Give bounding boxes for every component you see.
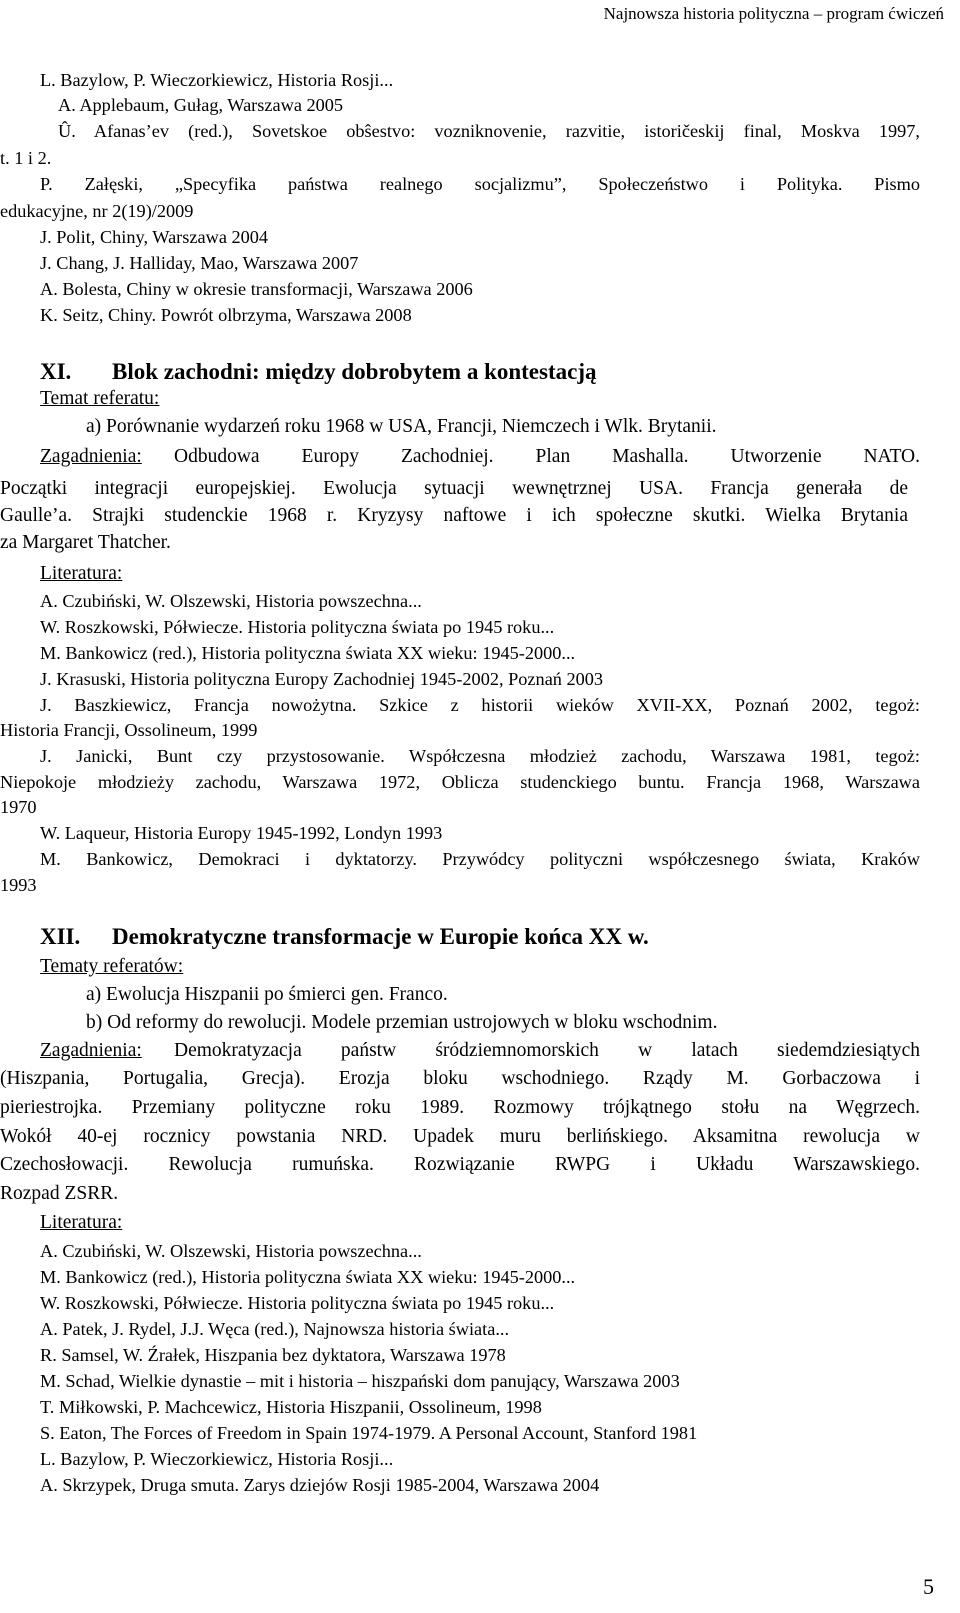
literature-entry-seg: M. Bankowicz, xyxy=(40,849,199,869)
literature-entry-seg: Druga smuta. Zarys dziejów Rosji 1985-2004 xyxy=(140,1475,475,1495)
literature-entry xyxy=(40,1293,554,1314)
literature-entry-seg: , Kraków xyxy=(831,849,920,869)
literature-entry-seg: Bunt czy przystosowanie. Współczesna młodzież zachodu xyxy=(156,746,683,766)
literature-entry-seg: A. Czubiński, W. Olszewski, xyxy=(40,591,256,611)
literature-entry xyxy=(40,643,575,664)
section-number: XI. xyxy=(40,359,72,384)
bibliography-entry-seg: , nr 2(19)/2009 xyxy=(83,201,194,221)
bibliography-entry-seg: , Warszawa 2005 xyxy=(218,95,344,115)
literature-label: Literatura: xyxy=(40,563,123,584)
issues-text xyxy=(0,1126,920,1148)
literature-entry xyxy=(0,772,920,793)
bibliography-entry-seg: K. Seitz, xyxy=(40,305,109,325)
issues-label: Zagadnienia: xyxy=(40,446,142,467)
bibliography-entry-seg: , Warszawa 2008 xyxy=(287,305,412,325)
issues-label: Zagadnienia: xyxy=(40,1040,142,1061)
bibliography-entry-seg: J. Polit, xyxy=(40,227,100,247)
literature-entry-seg: A. Skrzypek, xyxy=(40,1475,141,1495)
literature-entry-seg: , Warszawa 2004 xyxy=(474,1475,600,1495)
bibliography-entry xyxy=(58,95,343,116)
bibliography-entry-seg: Chiny xyxy=(99,227,144,247)
literature-entry-seg: T. Miłkowski, P. Machcewicz, xyxy=(40,1397,267,1417)
literature-entry-seg: , Ossolineum, 1998 xyxy=(399,1397,542,1417)
literature-entry-seg: Najnowsza historia świata... xyxy=(303,1319,510,1339)
literature-entry-seg: W. Roszkowski, xyxy=(40,617,164,637)
topic-item: a) Ewolucja Hiszpanii po śmierci gen. Franco. xyxy=(86,984,448,1005)
literature-entry xyxy=(40,1397,542,1418)
bibliography-entry-seg: A. Bolesta, xyxy=(40,279,127,299)
bibliography-entry-seg: Mao xyxy=(200,253,234,273)
literature-entry xyxy=(40,746,920,767)
issues-text-seg: Wokół 40-ej rocznicy powstania NRD. Upadek muru berlińskiego. Aksamitna rewolucja w xyxy=(0,1126,920,1147)
literature-entry-seg: A. Patek, J. Rydel, J.J. Węca (red.), xyxy=(40,1319,304,1339)
literature-entry-seg: Historia powszechna... xyxy=(255,1241,422,1261)
literature-entry-seg: Historia Rosji... xyxy=(277,1449,394,1469)
literature-entry xyxy=(0,797,37,818)
issues-text-seg: Czechosłowacji. Rewolucja rumuńska. Rozwiązanie RWPG i Układu Warszawskiego. xyxy=(0,1154,920,1175)
literature-entry-seg: Historia Europy 1945-1992 xyxy=(134,823,336,843)
issues-text-seg: pieriestrojka xyxy=(0,1097,98,1118)
bibliography-entry xyxy=(0,148,51,169)
literature-entry xyxy=(40,1319,509,1340)
literature-entry-seg: S. Eaton, xyxy=(40,1423,111,1443)
topic-label: Temat referatu: xyxy=(40,388,160,409)
section-title: Blok zachodni: między dobrobytem a kontestacją xyxy=(112,359,597,384)
bibliography-entry-seg: Sovetskoe obŝestvo: vozniknovenie, razvitie, istoričeskij final xyxy=(251,121,778,141)
issues-text-seg: . Przemiany polityczne roku 1989. Rozmowy trójkątnego stołu na Węgrzech. xyxy=(97,1097,920,1118)
literature-entry-seg: Historia powszechna... xyxy=(255,591,422,611)
bibliography-entry-seg: t. 1 i 2. xyxy=(0,148,52,168)
page-number: 5 xyxy=(923,1574,934,1599)
bibliography-entry-seg: L. Bazylow, P. Wieczorkiewicz, xyxy=(40,70,278,90)
literature-entry-seg: M. Schad, xyxy=(40,1371,119,1391)
issues-text xyxy=(0,1097,920,1119)
bibliography-entry-seg: Historia Rosji... xyxy=(277,70,394,90)
bibliography-entry-seg: Gułag xyxy=(173,95,219,115)
section-number: XII. xyxy=(40,924,81,949)
issues-text-seg: Demokratyzacja państw śródziemnomorskich w latach siedemdziesiątych xyxy=(174,1040,920,1061)
literature-entry-seg: Historia Francji xyxy=(0,720,116,740)
literature-entry xyxy=(40,823,442,844)
literature-entry-seg: Historia polityczna świata XX wieku: 1945-2000... xyxy=(201,1267,576,1287)
literature-entry-seg: Historia Hiszpanii xyxy=(266,1397,400,1417)
literature-entry-seg: Półwiecze. Historia polityczna świata po 1945 roku... xyxy=(163,1293,555,1313)
literature-entry-seg: Półwiecze. Historia polityczna świata po 1945 roku... xyxy=(163,617,555,637)
literature-entry xyxy=(40,1345,506,1366)
literature-entry-seg: W. Laqueur, xyxy=(40,823,135,843)
bibliography-entry xyxy=(40,70,393,91)
literature-entry-seg: Niepokoje młodzieży zachodu xyxy=(0,772,257,792)
literature-entry xyxy=(0,875,37,896)
issues-text: Gaulle’a. Strajki studenckie 1968 r. Kryzysy naftowe i ich społeczne skutki. Wielka Brytania xyxy=(0,505,908,526)
literature-entry-seg: , Poznań 2002, tegoż: xyxy=(707,695,920,715)
section-title: Demokratyczne transformacje w Europie końca XX w. xyxy=(112,924,649,949)
literature-entry-seg: , Stanford 1981 xyxy=(583,1423,698,1443)
literature-entry-seg: , Warszawa 1978 xyxy=(381,1345,506,1365)
bibliography-entry-seg: Chiny. Powrót olbrzyma xyxy=(108,305,288,325)
issues-text: za Margaret Thatcher. xyxy=(0,532,171,553)
literature-entry-seg: W. Roszkowski, xyxy=(40,1293,164,1313)
literature-entry xyxy=(40,1449,393,1470)
issues-text xyxy=(0,1183,118,1205)
section-heading xyxy=(40,924,649,950)
literature-entry-seg: J. Janicki, xyxy=(40,746,157,766)
issues-text: Początki integracji europejskiej. Ewolucja sytuacji wewnętrznej USA. Francja generała de xyxy=(0,478,908,499)
literature-label: Literatura: xyxy=(40,1212,123,1233)
bibliography-entry xyxy=(0,201,193,222)
bibliography-entry-seg: J. Chang, J. Halliday, xyxy=(40,253,201,273)
literature-entry-seg: Francja nowożytna. Szkice z historii wieków XVII-XX xyxy=(194,695,708,715)
literature-entry-seg: , Poznań 2003 xyxy=(498,669,604,689)
bibliography-entry xyxy=(40,305,412,326)
bibliography-entry-seg: , Warszawa 2004 xyxy=(143,227,269,247)
literature-entry-seg: Oblicza studenckiego buntu. Francja 1968 xyxy=(441,772,820,792)
issues-text xyxy=(0,1068,920,1090)
literature-entry-seg: 1993 xyxy=(0,875,37,895)
issues-text-seg: (Hiszpania, Portugalia, Grecja). Erozja bloku wschodniego. Rządy M. Gorbaczowa i xyxy=(0,1068,920,1089)
literature-entry xyxy=(40,591,422,612)
literature-entry xyxy=(40,1371,680,1392)
bibliography-entry-seg: Û. Afanas’ev (red.), xyxy=(58,121,252,141)
issues-text-seg: Rozpad ZSRR. xyxy=(0,1183,119,1204)
literature-entry-seg: , Warszawa xyxy=(819,772,920,792)
bibliography-entry xyxy=(40,174,920,195)
literature-entry-seg: , Warszawa 1972, xyxy=(256,772,442,792)
literature-entry-seg: L. Bazylow, P. Wieczorkiewicz, xyxy=(40,1449,278,1469)
topic-item: b) Od reformy do rewolucji. Modele przemian ustrojowych w bloku wschodnim. xyxy=(86,1012,718,1033)
bibliography-entry xyxy=(58,121,920,142)
literature-entry-seg: Historia polityczna świata XX wieku: 1945-2000... xyxy=(201,643,576,663)
literature-entry-seg: The Forces of Freedom in Spain 1974-1979. A Personal Account xyxy=(110,1423,584,1443)
literature-entry-seg: Wielkie dynastie – mit i historia – hiszpański dom panujący xyxy=(118,1371,556,1391)
literature-entry xyxy=(40,1423,697,1444)
topic-label: Tematy referatów: xyxy=(40,956,184,977)
literature-entry-seg: J. Baszkiewicz, xyxy=(40,695,195,715)
literature-entry-seg: A. Czubiński, W. Olszewski, xyxy=(40,1241,256,1261)
bibliography-entry-seg: , Warszawa 2006 xyxy=(348,279,473,299)
literature-entry-seg: M. Bankowicz (red.), xyxy=(40,1267,202,1287)
literature-entry-seg: R. Samsel, W. Źrałek, xyxy=(40,1345,205,1365)
literature-entry-seg: , Warszawa 2003 xyxy=(555,1371,680,1391)
literature-entry xyxy=(40,1241,422,1262)
literature-entry xyxy=(40,669,603,690)
literature-entry-seg: M. Bankowicz (red.), xyxy=(40,643,202,663)
bibliography-entry-seg: edukacyjne xyxy=(0,201,84,221)
literature-entry-seg: , Ossolineum, 1999 xyxy=(115,720,258,740)
literature-entry xyxy=(40,617,554,638)
literature-entry-seg: J. Krasuski, xyxy=(40,669,131,689)
section-heading xyxy=(40,359,597,385)
literature-entry-seg: , Warszawa 1981, tegoż: xyxy=(682,746,920,766)
bibliography-entry-seg: P. Załęski, „Specyfika państwa realnego socjalizmu”, xyxy=(40,174,599,194)
issues-text: Odbudowa Europy Zachodniej. Plan Mashalla. Utworzenie NATO. xyxy=(174,446,920,467)
literature-entry-seg: 1970 xyxy=(0,797,37,817)
bibliography-entry xyxy=(40,227,268,248)
running-header: Najnowsza historia polityczna – program ćwiczeń xyxy=(603,4,944,23)
bibliography-entry-seg: , Warszawa 2007 xyxy=(233,253,359,273)
issues-text xyxy=(174,1040,920,1062)
literature-entry-seg: Demokraci i dyktatorzy. Przywódcy polityczni współczesnego świata xyxy=(198,849,832,869)
literature-entry xyxy=(40,849,920,870)
bibliography-entry-seg: Chiny w okresie transformacji xyxy=(126,279,349,299)
literature-entry-seg: , Londyn 1993 xyxy=(335,823,443,843)
literature-entry xyxy=(40,1267,575,1288)
bibliography-entry-seg: A. Applebaum, xyxy=(58,95,174,115)
bibliography-entry-seg: Społeczeństwo i Polityka. Pismo xyxy=(598,174,920,194)
literature-entry xyxy=(0,720,257,741)
bibliography-entry-seg: , Moskva 1997, xyxy=(777,121,920,141)
literature-entry-seg: Historia polityczna Europy Zachodniej 1945-2002 xyxy=(130,669,499,689)
bibliography-entry xyxy=(40,279,473,300)
issues-text xyxy=(0,1154,920,1176)
bibliography-entry xyxy=(40,253,358,274)
literature-entry xyxy=(40,695,920,716)
literature-entry xyxy=(40,1475,599,1496)
topic-item: a) Porównanie wydarzeń roku 1968 w USA, Francji, Niemczech i Wlk. Brytanii. xyxy=(86,416,717,437)
literature-entry-seg: Hiszpania bez dyktatora xyxy=(204,1345,382,1365)
